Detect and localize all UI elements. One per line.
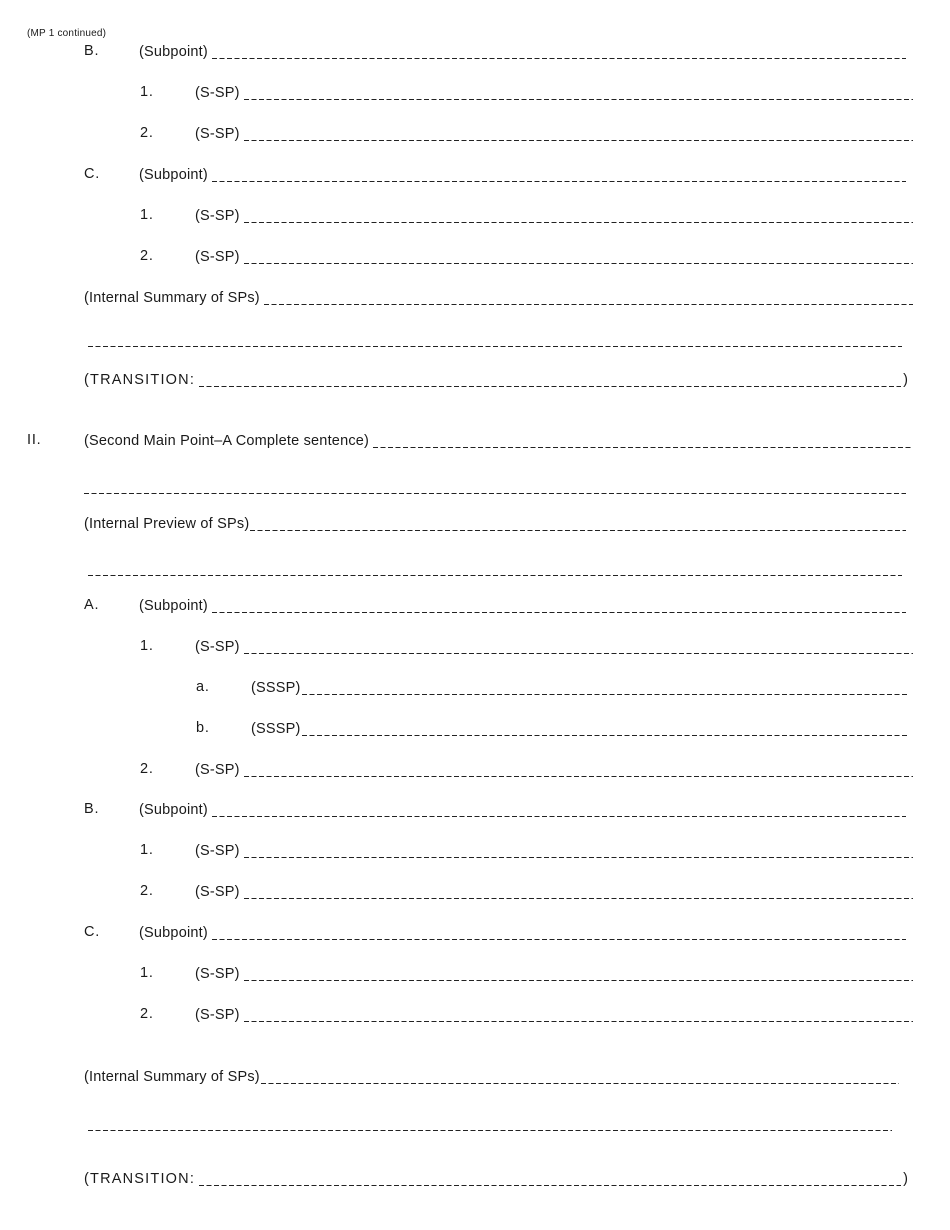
marker-2: 2.	[140, 761, 154, 777]
blank-line[interactable]	[261, 1083, 899, 1084]
ssp-label: (S-SP)	[195, 884, 240, 900]
blank-line[interactable]	[212, 58, 906, 59]
ssp-label: (S-SP)	[195, 249, 240, 265]
internal-summary-row	[84, 286, 913, 308]
marker-c: C.	[84, 166, 101, 182]
second-main-point-label: (Second Main Point–A Complete sentence)	[84, 433, 370, 449]
transition-row	[84, 368, 908, 390]
sssp-label: (SSSP)	[251, 680, 301, 696]
marker-1: 1.	[140, 84, 154, 100]
blank-line[interactable]	[199, 1185, 901, 1186]
continued-header: (MP 1 continued)	[27, 28, 107, 39]
outline-row-c-subpoint	[84, 921, 906, 943]
marker-2: 2.	[140, 883, 154, 899]
blank-line[interactable]	[244, 776, 913, 777]
ssp-label: (S-SP)	[195, 843, 240, 859]
outline-row-a-subpoint	[84, 594, 906, 616]
outline-row-ssp-2	[140, 245, 913, 267]
ssp-label: (S-SP)	[195, 966, 240, 982]
blank-line[interactable]	[84, 493, 906, 494]
internal-summary-label: (Internal Summary of SPs)	[84, 290, 260, 306]
marker-1: 1.	[140, 207, 154, 223]
ssp-label: (S-SP)	[195, 85, 240, 101]
continuation-line-row	[84, 475, 906, 497]
blank-line[interactable]	[244, 1021, 913, 1022]
outline-row-ssp-2	[140, 122, 913, 144]
ssp-label: (S-SP)	[195, 208, 240, 224]
sssp-label: (SSSP)	[251, 721, 301, 737]
ssp-label: (S-SP)	[195, 639, 240, 655]
internal-summary-label: (Internal Summary of SPs)	[84, 1069, 260, 1085]
blank-line[interactable]	[373, 447, 913, 448]
subpoint-label: (Subpoint)	[139, 925, 208, 941]
subpoint-label: (Subpoint)	[139, 598, 208, 614]
outline-row-ssp-1	[140, 839, 913, 861]
outline-row-sssp-a	[196, 676, 909, 698]
outline-row-sssp-b	[196, 717, 909, 739]
blank-line[interactable]	[244, 99, 913, 100]
blank-line[interactable]	[302, 735, 909, 736]
outline-row-b-subpoint	[84, 798, 906, 820]
transition-label: (TRANSITION:	[84, 1171, 196, 1187]
marker-2: 2.	[140, 1006, 154, 1022]
blank-line[interactable]	[244, 653, 913, 654]
blank-line[interactable]	[264, 304, 913, 305]
subpoint-label: (Subpoint)	[139, 802, 208, 818]
blank-line[interactable]	[302, 694, 909, 695]
blank-line[interactable]	[212, 939, 906, 940]
marker-2: 2.	[140, 125, 154, 141]
transition-close-paren: )	[903, 1171, 908, 1187]
internal-summary-row	[84, 1065, 899, 1087]
blank-line[interactable]	[212, 181, 906, 182]
blank-line[interactable]	[244, 898, 913, 899]
blank-line[interactable]	[88, 1130, 892, 1131]
blank-line[interactable]	[244, 222, 913, 223]
marker-2: 2.	[140, 248, 154, 264]
blank-line[interactable]	[212, 816, 906, 817]
marker-1: 1.	[140, 842, 154, 858]
marker-c: C.	[84, 924, 101, 940]
blank-line[interactable]	[212, 612, 906, 613]
outline-row-ssp-1	[140, 81, 913, 103]
marker-1: 1.	[140, 965, 154, 981]
outline-row-ssp-2	[140, 1003, 913, 1025]
marker-roman-two: II.	[27, 432, 42, 448]
blank-line[interactable]	[244, 263, 913, 264]
outline-row-ssp-1	[140, 204, 913, 226]
blank-line[interactable]	[250, 530, 906, 531]
marker-a-lower: a.	[196, 679, 210, 695]
outline-row-c-subpoint	[84, 163, 906, 185]
subpoint-label: (Subpoint)	[139, 44, 208, 60]
outline-row-b-subpoint	[84, 40, 906, 62]
blank-line[interactable]	[88, 575, 902, 576]
subpoint-label: (Subpoint)	[139, 167, 208, 183]
transition-label: (TRANSITION:	[84, 372, 196, 388]
outline-row-ssp-1	[140, 962, 913, 984]
marker-b: B.	[84, 43, 100, 59]
ssp-label: (S-SP)	[195, 762, 240, 778]
marker-a: A.	[84, 597, 100, 613]
outline-row-ssp-1	[140, 635, 913, 657]
continuation-line-row	[88, 557, 902, 579]
ssp-label: (S-SP)	[195, 1007, 240, 1023]
blank-line[interactable]	[244, 980, 913, 981]
marker-1: 1.	[140, 638, 154, 654]
blank-line[interactable]	[88, 346, 902, 347]
second-main-point-row	[27, 429, 913, 451]
internal-preview-row	[84, 512, 906, 534]
transition-close-paren: )	[903, 372, 908, 388]
transition-row	[84, 1167, 908, 1189]
blank-line[interactable]	[199, 386, 901, 387]
continuation-line-row	[88, 1112, 892, 1134]
blank-line[interactable]	[244, 140, 913, 141]
marker-b: B.	[84, 801, 100, 817]
outline-row-ssp-2	[140, 758, 913, 780]
ssp-label: (S-SP)	[195, 126, 240, 142]
blank-line[interactable]	[244, 857, 913, 858]
outline-row-ssp-2	[140, 880, 913, 902]
internal-preview-label: (Internal Preview of SPs)	[84, 516, 250, 532]
marker-b-lower: b.	[196, 720, 210, 736]
continuation-line-row	[88, 328, 902, 350]
